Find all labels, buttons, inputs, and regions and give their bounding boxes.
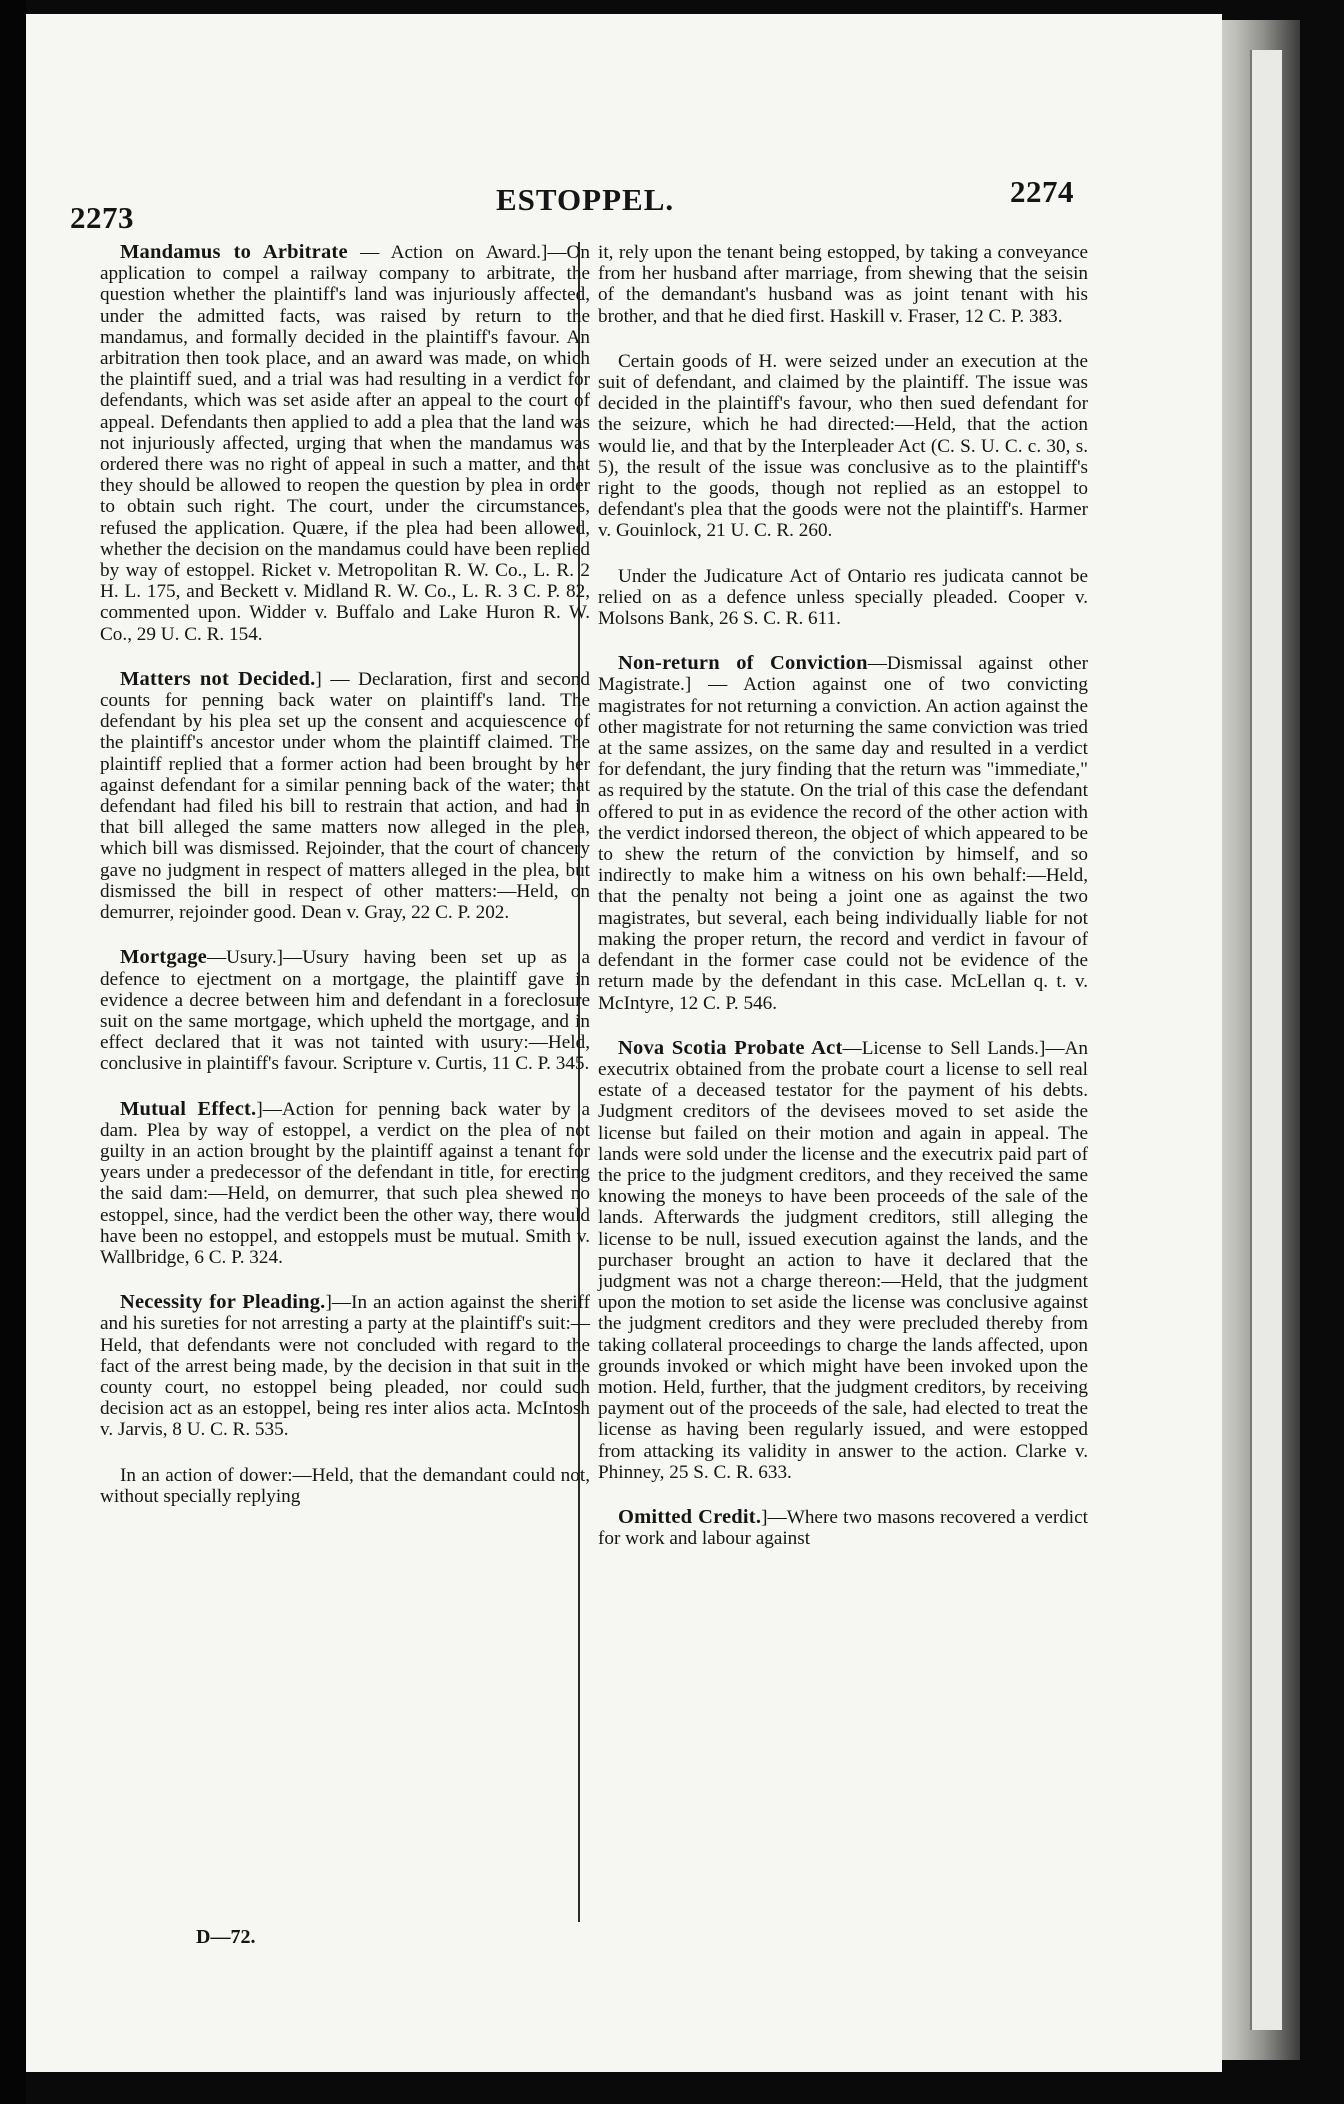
entry-text: —Dismissal against other Magistrate.] — Action against one of two convicting magistrates for not returning a conviction. An action against the other magistrate for not returning the same conviction was tried at the same assizes, on the same day and resulted in a verdict for defendant, the jury finding that the return was "immediate," as required by the statute. On the trial of this case the defendant offered to put in as evidence the record of the other action with the verdict indorsed thereon, the object of which appeared to be to shew the return of the conviction by himself, and so indirectly to make him a witness on his own behalf:—Held, that the penalty not being a joint one as against the two magistrates, but several, each being individually liable for not making the proper return, the record and verdict in favour of defendant in the former case could not be evidence of the return made by the defendant in this case. McLellan q. t. v. McIntyre, 12 C. P. 546.: [598, 653, 1089, 1014]
entry-nova-scotia-probate-act: [598, 1038, 1088, 1483]
left-column: [100, 242, 590, 1531]
entry-heading: Matters not Decided.: [120, 667, 316, 690]
entry-necessity-for-pleading: [100, 1292, 590, 1440]
entry-judicature-act: [598, 566, 1088, 630]
entry-heading: Non-return of Conviction: [618, 652, 868, 675]
entry-omitted-credit: [598, 1507, 1088, 1549]
entry-heading: Necessity for Pleading.: [120, 1291, 326, 1314]
right-page-number: 2274: [1010, 174, 1074, 209]
left-page-number: 2273: [70, 200, 134, 235]
entry-heading: Mutual Effect.: [120, 1097, 257, 1120]
entry-heading: Nova Scotia Probate Act: [618, 1036, 843, 1059]
entry-text: ]—In an action against the sheriff and his sureties for not arresting a party at the plaintiff's suit:—Held, that defendants were not concluded with regard to the fact of the arrest being made, by the decision in that suit in the county court, no estoppel being pleaded, nor could such decision act as an estoppel, being res inter alios acta. McIntosh v. Jarvis, 8 U. C. R. 535.: [100, 1292, 590, 1441]
entry-mortgage: [100, 947, 590, 1074]
entry-mandamus: [100, 242, 590, 645]
page-header: [26, 166, 1222, 235]
entry-text: ]—Action for penning back water by a dam. Plea by way of estoppel, a verdict on the plea of not guilty in an action brought by the plaintiff against a tenant for years under a predecessor of the defendant in title, for erecting the said dam:—Held, on demurrer, that such plea shewed no estoppel, since, had the verdict been the other way, there would have been no estoppel, and estoppels must be mutual. Smith v. Wallbridge, 6 C. P. 324.: [100, 1098, 591, 1268]
entry-matters-not-decided: [100, 669, 590, 923]
signature-mark: D—72.: [196, 1926, 256, 1948]
entry-heading: Mandamus to Arbitrate: [120, 241, 348, 263]
entry-mutual-effect: [100, 1099, 590, 1269]
entry-heading: Omitted Credit.: [618, 1505, 762, 1528]
entry-text: —Usury.]—Usury having been set up as a defence to ejectment on a mortgage, the plaintiff gave in evidence a decree between him and defendant in a foreclosure suit on the same mortgage, which upheld the mortgage, and in effect declared that it was not tainted with usury:—Held, conclusive in plaintiff's favour. Scripture v. Curtis, 11 C. P. 345.: [100, 947, 590, 1075]
entry-text: Certain goods of H. were seized under an execution at the suit of defendant, and claimed by the plaintiff. The issue was decided in the plaintiff's favour, who then sued defendant for the seizure, which he had directed:—Held, that the action would lie, and that by the Interpleader Act (C. S. U. C. c. 30, s. 5), the result of the issue was conclusive as to the plaintiff's right to the goods, though not replied as an estoppel to defendant's plea that the goods were not the plaintiff's. Harmer v. Gouinlock, 21 U. C. R. 260.: [598, 350, 1088, 542]
entry-text: —License to Sell Lands.]—An executrix obtained from the probate court a license to sell real estate of a deceased testator for the payment of his debts. Judgment creditors of the devisees moved to set aside the license but failed on their motion and again in appeal. The lands were sold under the license and the executrix paid part of the price to the judgment creditors, and they received the same knowing the moneys to have been proceeds of the sale of the lands. Afterwards the judgment creditors, still alleging the license to be null, issued execution against the lands, and the purchaser brought an action to have it declared that the judgment was not a charge thereon:—Held, that the judgment upon the motion to set aside the license was conclusive against the judgment creditors and they were precluded thereby from taking collateral proceedings to charge the lands affected, upon grounds invoked or which might have been invoked upon the motion. Held, further, that the judgment creditors, by receiving payment out of the proceeds of the sale, had elected to treat the license as having been regularly issued, and were estopped from attacking its validity in answer to the action. Clarke v. Phinney, 25 S. C. R. 633.: [598, 1037, 1088, 1483]
entry-text: — Action on Award.]—On application to compel a railway company to arbitrate, the question whether the plaintiff's land was injuriously affected, under the admitted facts, was raised by return to the mandamus, and formally decided in the plaintiff's favour. An arbitration then took place, and an award was made, on which the plaintiff sued, and a trial was had resulting in a verdict for defendants, which was set aside after an appeal to the court of appeal. Defendants then applied to add a plea that the land was not injuriously affected, urging that when the mandamus was ordered there was no right of appeal in such a matter, and that they should be allowed to reopen the question by plea in order to obtain such right. The court, under the circumstances, refused the application. Quære, if the plea had been allowed, whether the decision on the mandamus could have been replied by way of estoppel. Ricket v. Metropolitan R. W. Co., L. R. 2 H. L. 175, and Beckett v. Midland R. W. Co., L. R. 3 C. P. 82, commented upon. Widder v. Buffalo and Lake Huron R. W. Co., 29 U. C. R. 154.: [100, 242, 590, 645]
scan-dark-edge: [0, 0, 26, 2104]
entry-non-return-of-conviction: [598, 653, 1088, 1013]
running-title: ESTOPPEL.: [496, 182, 675, 217]
entry-text: ] — Declaration, first and second counts for penning back water on plaintiff's land. The defendant by his plea set up the consent and acquiescence of the plaintiff's ancestor under whom the plaintiff claimed. The plaintiff replied that a former action had been brought by her against defendant for a similar penning back of the water; that defendant had filed his bill to restrain that action, and had in that bill alleged the same matters now alleged in the plea, which bill was dismissed. Rejoinder, that the court of chancery gave no judgment in respect of matters alleged in the plea, but dismissed the bill in respect of other matters:—Held, on demurrer, rejoinder good. Dean v. Gray, 22 C. P. 202.: [100, 668, 590, 924]
entry-text: ]—Where two masons recovered a verdict for work and labour against: [598, 1506, 1088, 1550]
entry-interpleader: [598, 351, 1088, 542]
right-column: [598, 242, 1088, 1573]
entry-text: In an action of dower:—Held, that the demandant could not, without specially replying: [100, 1464, 590, 1507]
entry-heading: Mortgage: [120, 946, 207, 969]
document-page: [26, 14, 1222, 2072]
entry-text: it, rely upon the tenant being estopped, by taking a conveyance from her husband after marriage, from shewing that the seisin of the demandant's husband was as joint tenant with his brother, and that he died first. Haskill v. Fraser, 12 C. P. 383.: [598, 242, 1088, 327]
entry-dower-continued: [598, 242, 1088, 327]
entry-text: Under the Judicature Act of Ontario res judicata cannot be relied on as a defence unless specially pleaded. Cooper v. Molsons Bank, 26 S. C. R. 611.: [598, 565, 1088, 630]
entry-dower: [100, 1465, 590, 1507]
page-stack-strip: [1250, 50, 1282, 2030]
